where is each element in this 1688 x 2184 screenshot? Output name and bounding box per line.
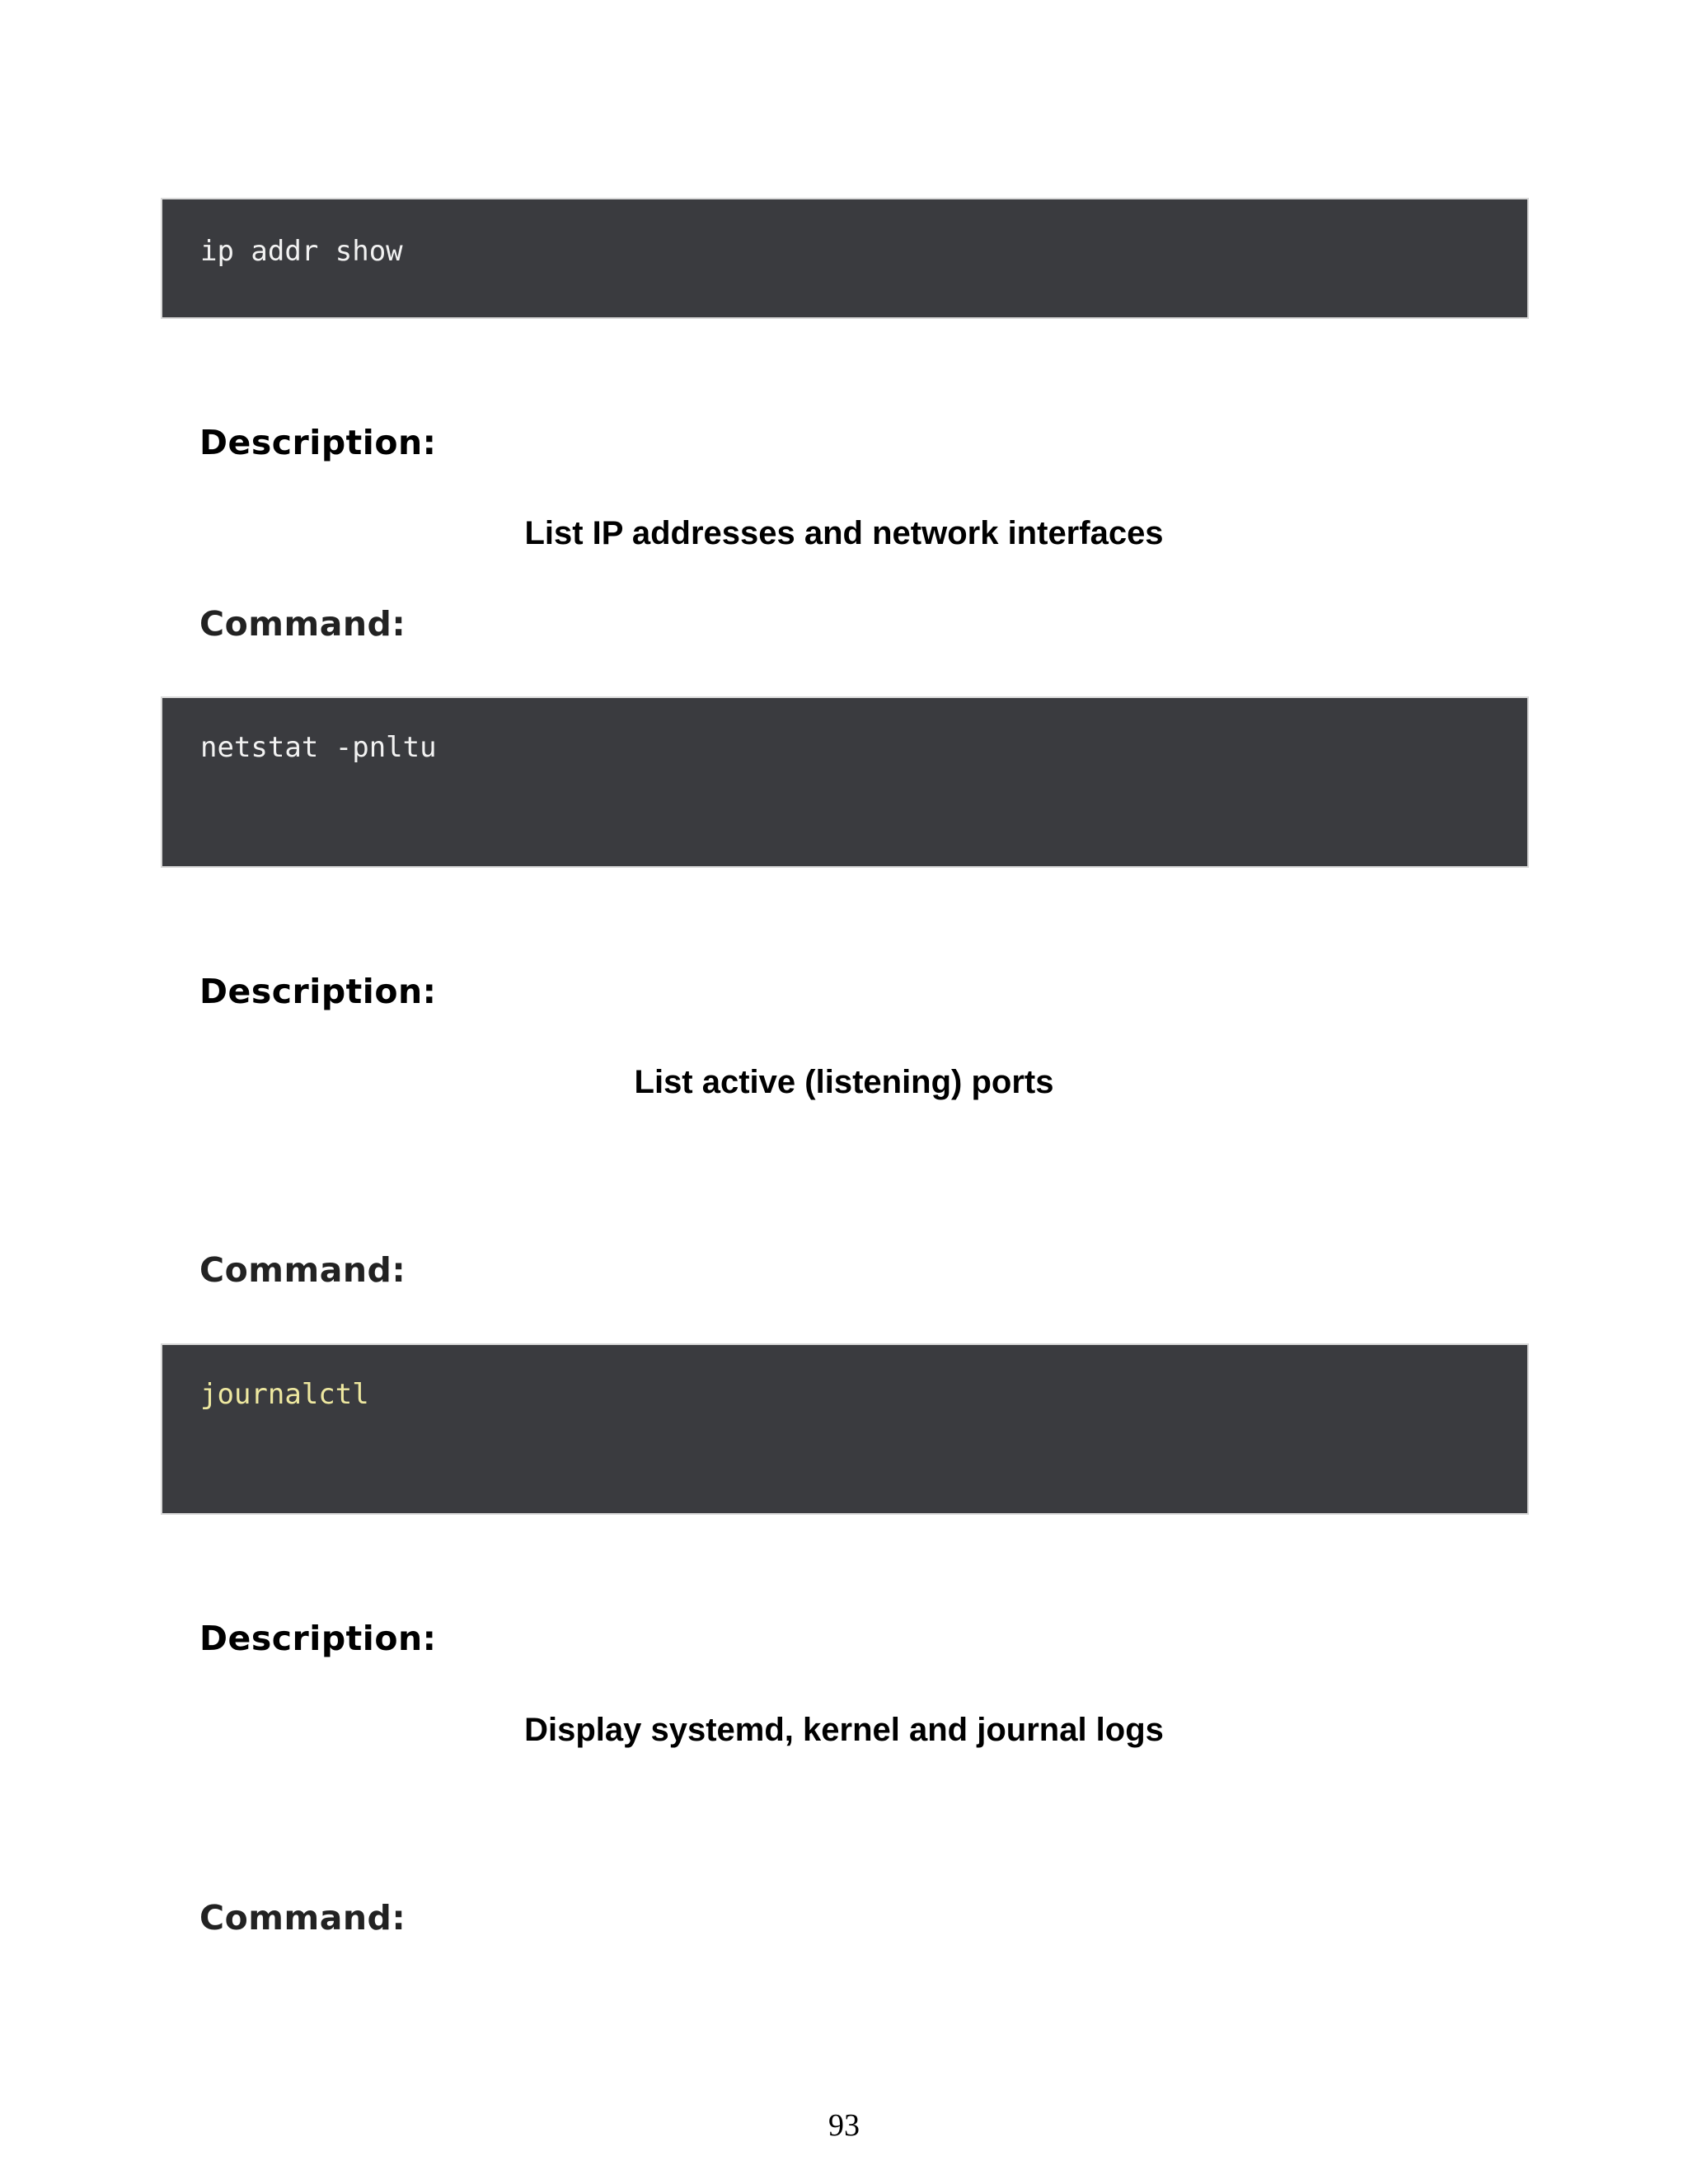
- description-text: List IP addresses and network interfaces: [524, 515, 1164, 551]
- code-block-journalctl: [161, 1343, 1529, 1515]
- description-text: List active (listening) ports: [634, 1064, 1054, 1100]
- command-code: journalctl: [200, 1378, 369, 1411]
- command-code: netstat -pnltu: [200, 731, 437, 764]
- command-label: Command:: [199, 1250, 406, 1290]
- command-label: Command:: [199, 604, 406, 644]
- description-label: Description:: [199, 423, 437, 462]
- command-label: Command:: [199, 1898, 406, 1938]
- description-label: Description:: [199, 1619, 437, 1658]
- code-block-ip-addr: [161, 198, 1529, 319]
- description-label: Description:: [199, 972, 437, 1011]
- command-code: ip addr show: [200, 235, 403, 268]
- page-number: 93: [828, 2108, 860, 2143]
- code-block-netstat: [161, 696, 1529, 868]
- description-text: Display systemd, kernel and journal logs: [524, 1712, 1164, 1748]
